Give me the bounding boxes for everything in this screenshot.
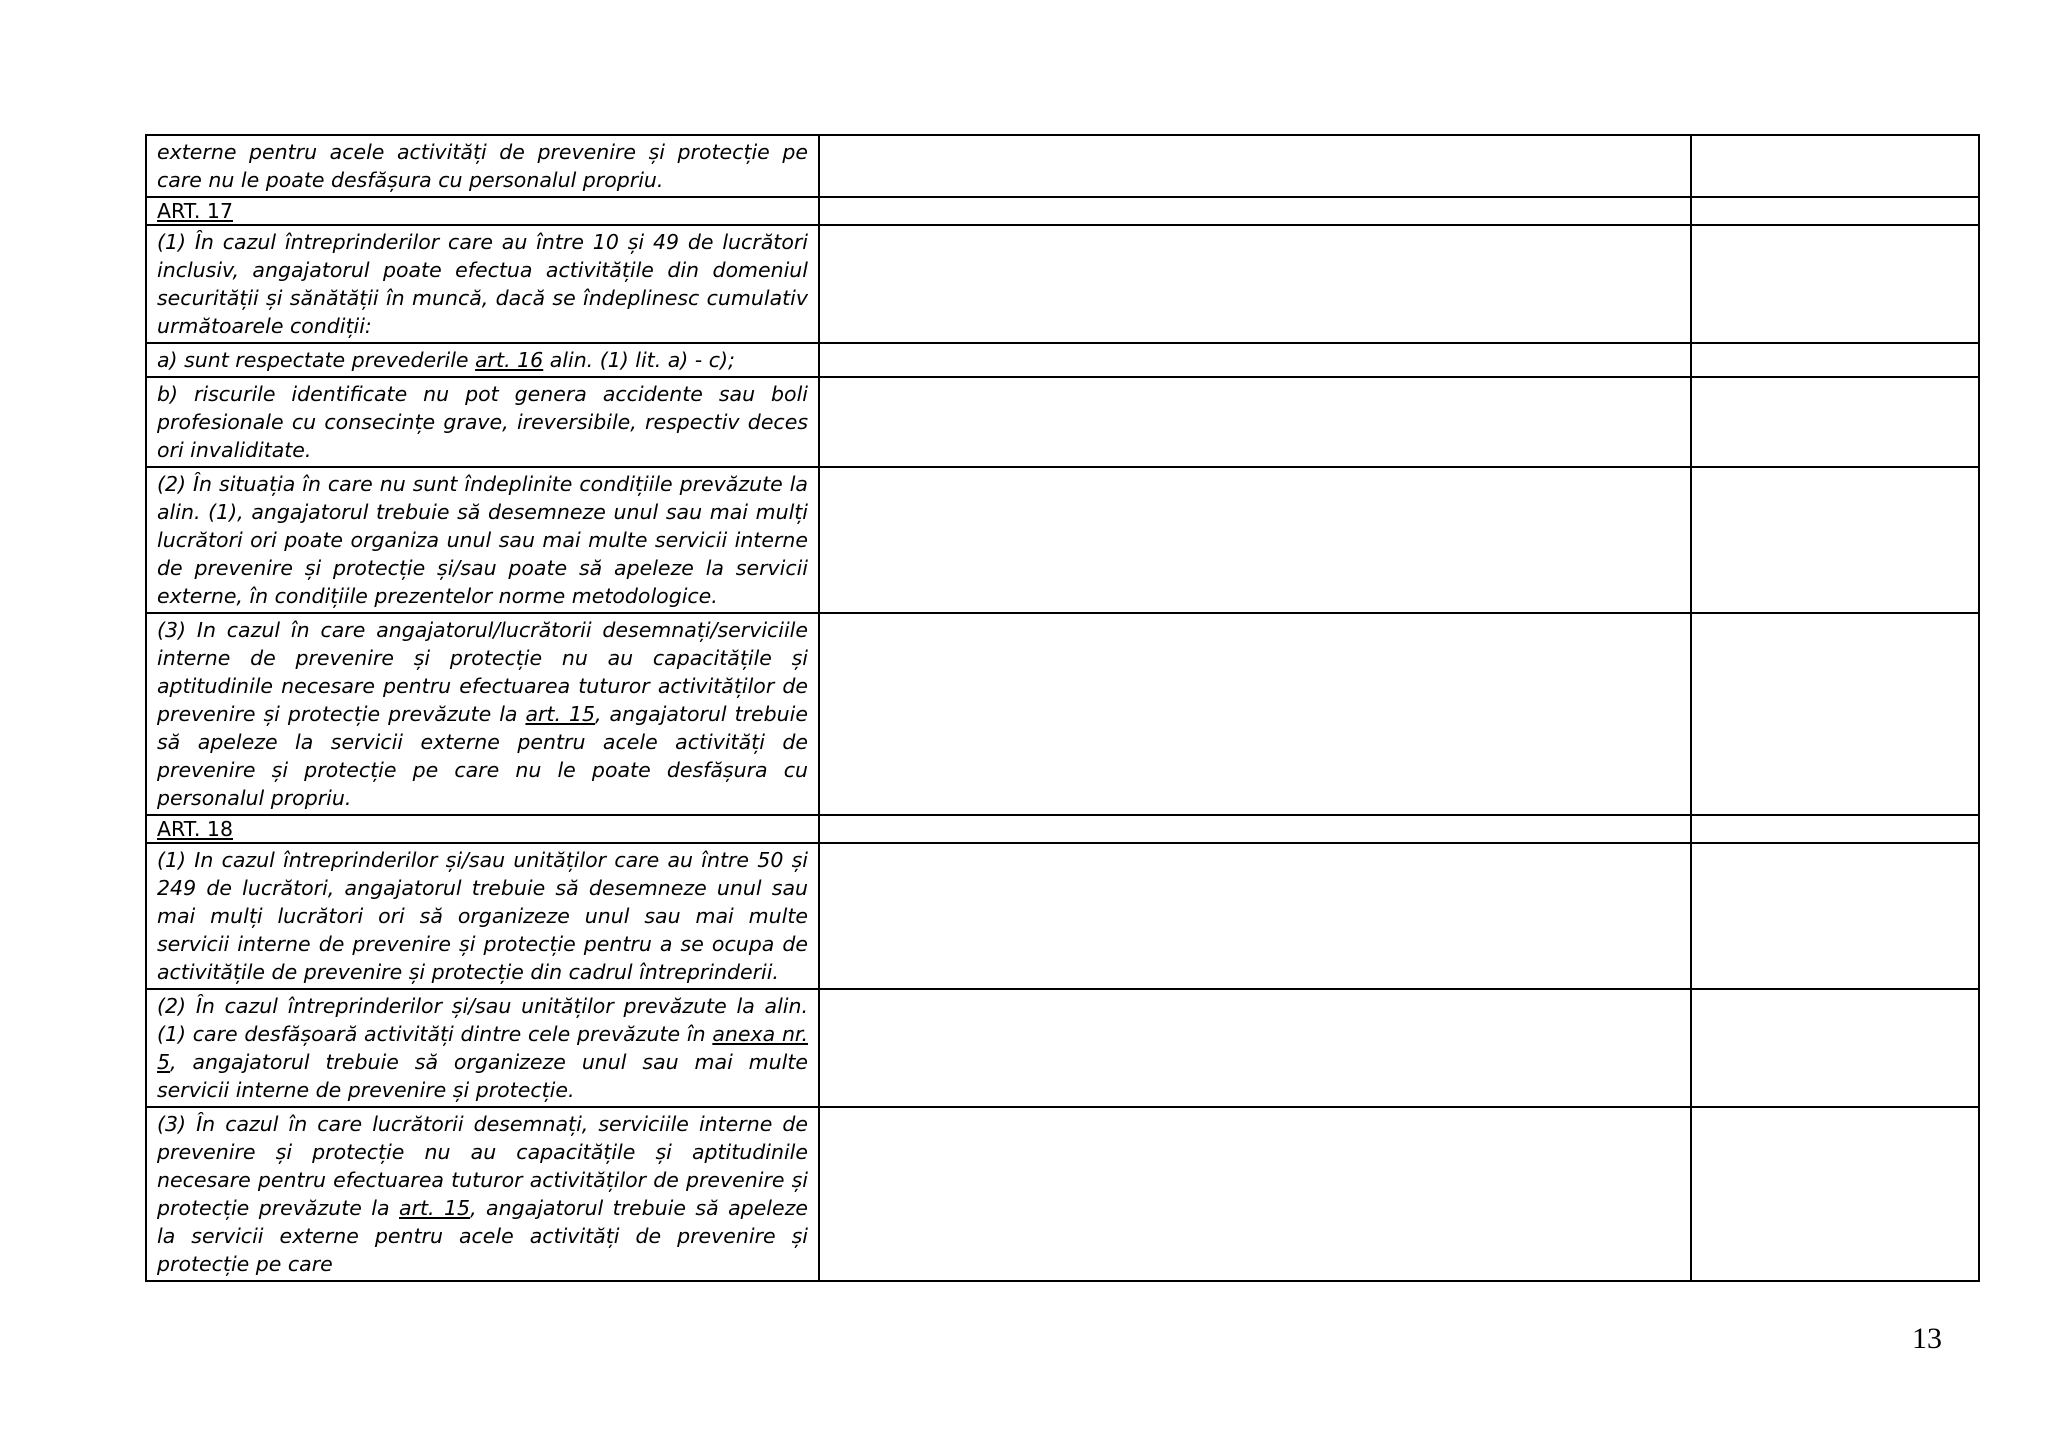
text-cell bbox=[146, 843, 819, 989]
text-cell bbox=[146, 1107, 819, 1281]
table-row bbox=[146, 613, 1979, 815]
article-heading-cell bbox=[146, 197, 819, 225]
page-number: 13 bbox=[1912, 1322, 1942, 1355]
empty-cell bbox=[1691, 135, 1979, 197]
empty-cell bbox=[1691, 613, 1979, 815]
empty-cell bbox=[1691, 343, 1979, 377]
legal-text-table bbox=[145, 134, 1980, 1282]
text-cell bbox=[146, 989, 819, 1107]
article-reference-link: ART. 17 bbox=[157, 199, 233, 223]
text-cell bbox=[146, 613, 819, 815]
table-row bbox=[146, 377, 1979, 467]
empty-cell bbox=[1691, 225, 1979, 343]
empty-cell bbox=[1691, 197, 1979, 225]
text-segment: (1) In cazul întreprinderilor și/sau unităților care au între 50 și 249 de lucrători, angajatorul trebuie să desemneze unul sau mai mulți lucrători ori să organizeze unul sau mai multe servicii interne de prevenire și protecție pentru a se ocupa de activitățile de prevenire și protecție din cadrul întreprinderii. bbox=[157, 848, 808, 984]
empty-cell bbox=[819, 135, 1691, 197]
empty-cell bbox=[819, 377, 1691, 467]
empty-cell bbox=[819, 815, 1691, 843]
text-cell bbox=[146, 135, 819, 197]
empty-cell bbox=[819, 197, 1691, 225]
text-segment: b) riscurile identificate nu pot genera accidente sau boli profesionale cu consecințe grave, ireversibile, respectiv deces ori invaliditate. bbox=[157, 382, 808, 462]
empty-cell bbox=[1691, 815, 1979, 843]
table-row bbox=[146, 1107, 1979, 1281]
text-cell bbox=[146, 377, 819, 467]
article-reference-link: ART. 18 bbox=[157, 817, 233, 841]
text-cell bbox=[146, 225, 819, 343]
table-row bbox=[146, 843, 1979, 989]
text-segment: alin. (1) lit. a) - c); bbox=[543, 348, 735, 372]
text-segment: , angajatorul trebuie să organizeze unul sau mai multe servicii interne de prevenire și protecție. bbox=[157, 1050, 808, 1102]
article-reference-link: art. 15 bbox=[525, 702, 596, 726]
text-segment: (3) In cazul în care angajatorul/lucrătorii desemnați/serviciile interne de prevenire și protecție nu au capacitățile și aptitudinile necesare pentru efectuarea tuturor activităților de prevenire și protecție prevăzute la bbox=[157, 618, 808, 726]
article-reference-link: anexa nr. 5 bbox=[157, 1022, 808, 1074]
empty-cell bbox=[819, 467, 1691, 613]
text-segment: (2) În situația în care nu sunt îndeplinite condițiile prevăzute la alin. (1), angajatorul trebuie să desemneze unul sau mai mulți lucrători ori poate organiza unul sau mai multe servicii interne de prevenire și protecție și/sau poate să apeleze la servicii externe, în condițiile prezentelor norme metodologice. bbox=[157, 472, 808, 608]
table-row bbox=[146, 197, 1979, 225]
text-segment: (3) În cazul în care lucrătorii desemnați, serviciile interne de prevenire și protecție nu au capacitățile și aptitudinile necesare pentru efectuarea tuturor activităților de prevenire și protecție prevăzute la bbox=[157, 1112, 808, 1220]
table-row bbox=[146, 343, 1979, 377]
text-segment: , angajatorul trebuie să apeleze la servicii externe pentru acele activități de prevenire și protecție pe care nu le poate desfășura cu personalul propriu. bbox=[157, 702, 808, 810]
table-row bbox=[146, 989, 1979, 1107]
table-row bbox=[146, 815, 1979, 843]
text-cell bbox=[146, 343, 819, 377]
empty-cell bbox=[819, 343, 1691, 377]
empty-cell bbox=[1691, 377, 1979, 467]
text-segment: externe pentru acele activități de prevenire și protecție pe care nu le poate desfășura cu personalul propriu. bbox=[157, 140, 808, 192]
article-reference-link: art. 16 bbox=[475, 348, 544, 372]
table-body bbox=[146, 135, 1979, 1281]
text-cell bbox=[146, 467, 819, 613]
empty-cell bbox=[819, 989, 1691, 1107]
text-segment: (1) În cazul întreprinderilor care au între 10 și 49 de lucrători inclusiv, angajatorul poate efectua activitățile din domeniul securității și sănătății în muncă, dacă se îndeplinesc cumulativ următoarele condiții: bbox=[157, 230, 808, 338]
article-heading-cell bbox=[146, 815, 819, 843]
empty-cell bbox=[819, 225, 1691, 343]
empty-cell bbox=[1691, 989, 1979, 1107]
table-row bbox=[146, 225, 1979, 343]
text-segment: a) sunt respectate prevederile bbox=[157, 348, 476, 372]
article-reference-link: art. 15 bbox=[399, 1196, 471, 1220]
empty-cell bbox=[819, 613, 1691, 815]
text-segment: , angajatorul trebuie să apeleze la servicii externe pentru acele activități de prevenire și protecție pe care bbox=[157, 1196, 808, 1276]
text-segment: (2) În cazul întreprinderilor și/sau unităților prevăzute la alin. (1) care desfășoară activități dintre cele prevăzute în bbox=[157, 994, 808, 1046]
table-row bbox=[146, 467, 1979, 613]
empty-cell bbox=[819, 843, 1691, 989]
empty-cell bbox=[1691, 1107, 1979, 1281]
empty-cell bbox=[819, 1107, 1691, 1281]
table-row bbox=[146, 135, 1979, 197]
empty-cell bbox=[1691, 843, 1979, 989]
empty-cell bbox=[1691, 467, 1979, 613]
